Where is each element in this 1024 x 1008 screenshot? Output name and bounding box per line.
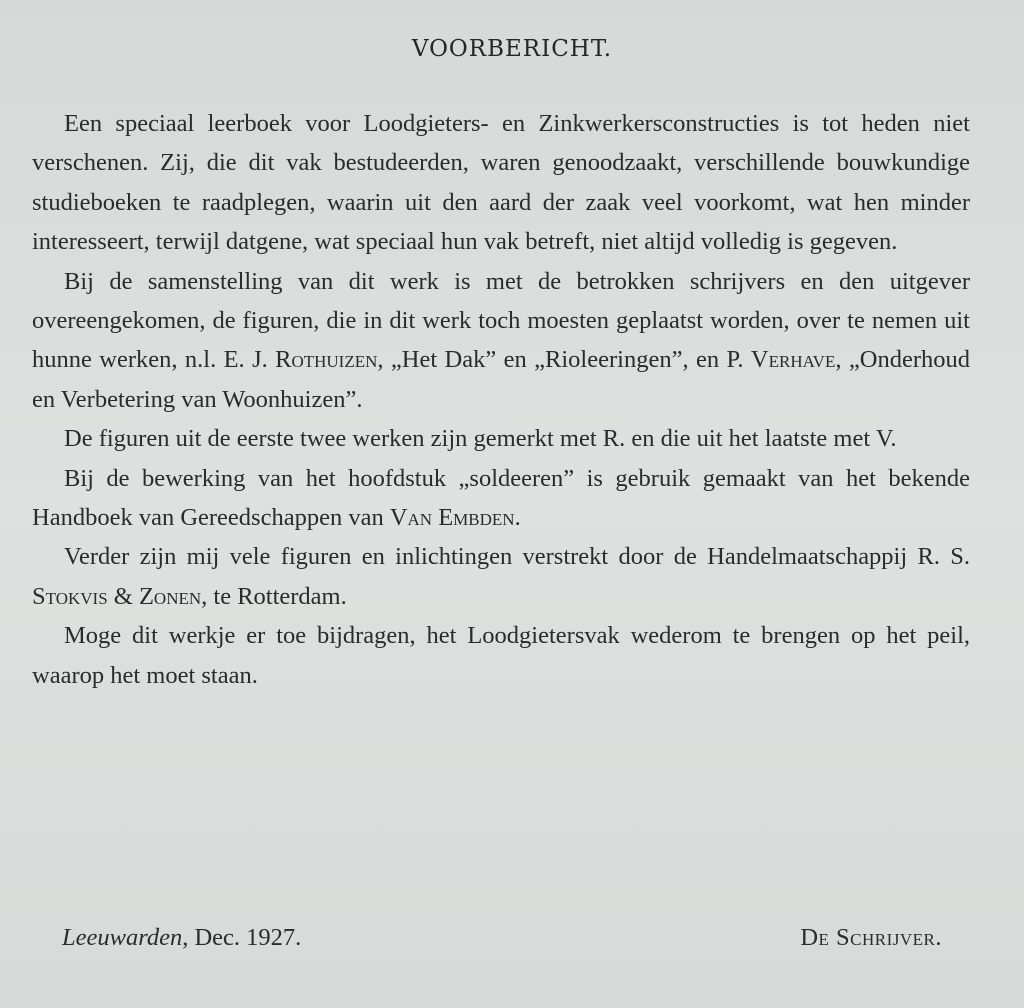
- paragraph-text: , „Onderhoud en Verbetering van Woonhuizen”.: [32, 346, 970, 413]
- paragraph-text: , „Het Dak” en „Rioleeringen”, en P.: [377, 346, 751, 374]
- author-name-van-embden: Van Embden: [389, 504, 515, 532]
- company-name-stokvis: Stokvis & Zonen: [32, 582, 202, 610]
- paragraph-3: [32, 419, 970, 458]
- paragraph-text: Verder zijn mij vele figuren en inlichtingen verstrekt door de Handelmaatschappij R. S.: [64, 543, 970, 571]
- foreword-body: [32, 104, 970, 695]
- paragraph-text: Bij de samenstelling van dit werk is met de betrokken schrijvers en den uitgever overeengekomen, de figuren, die in dit werk toch moesten geplaatst worden, over te nemen uit hunne werken, n.l. E. J.: [32, 267, 970, 374]
- author-signature: De Schrijver.: [800, 924, 942, 951]
- paragraph-5: [32, 537, 970, 616]
- paragraph-text: Moge dit werkje er toe bijdragen, het Loodgietersvak wederom te brengen op het peil, waarop het moet staan.: [32, 622, 970, 689]
- paragraph-1: [32, 104, 970, 262]
- paragraph-4: [32, 459, 970, 538]
- page-title: VOORBERICHT.: [411, 36, 613, 62]
- paragraph-2: [32, 262, 970, 420]
- paragraph-text: .: [514, 504, 521, 532]
- paragraph-text: Een speciaal leerboek voor Loodgieters- en Zinkwerkersconstructies is tot heden niet verschenen. Zij, die dit vak bestudeerden, waren genoodzaakt, verschillende bouwkundige studieboeken te raadplegen, waarin uit den aard der zaak veel voorkomt, wat hen minder interesseert, terwijl datgene, wat speciaal hun vak betreft, niet altijd volledig is gegeven.: [32, 110, 970, 256]
- paragraph-text: De figuren uit de eerste twee werken zijn gemerkt met R. en die uit het laatste met V.: [64, 425, 897, 453]
- paragraph-text: , te Rotterdam.: [201, 582, 347, 610]
- date: , Dec. 1927.: [182, 924, 302, 951]
- paragraph-text: Bij de bewerking van het hoofdstuk „soldeeren” is gebruik gemaakt van het bekende Handboek van Gereedschappen van: [32, 464, 970, 532]
- paragraph-6: [32, 616, 970, 695]
- place-name: Leeuwarden: [62, 924, 183, 951]
- place-and-date: [62, 924, 301, 952]
- author-name-verhave: Verhave: [750, 346, 836, 374]
- author-name-rothuizen: Rothuizen: [275, 346, 378, 374]
